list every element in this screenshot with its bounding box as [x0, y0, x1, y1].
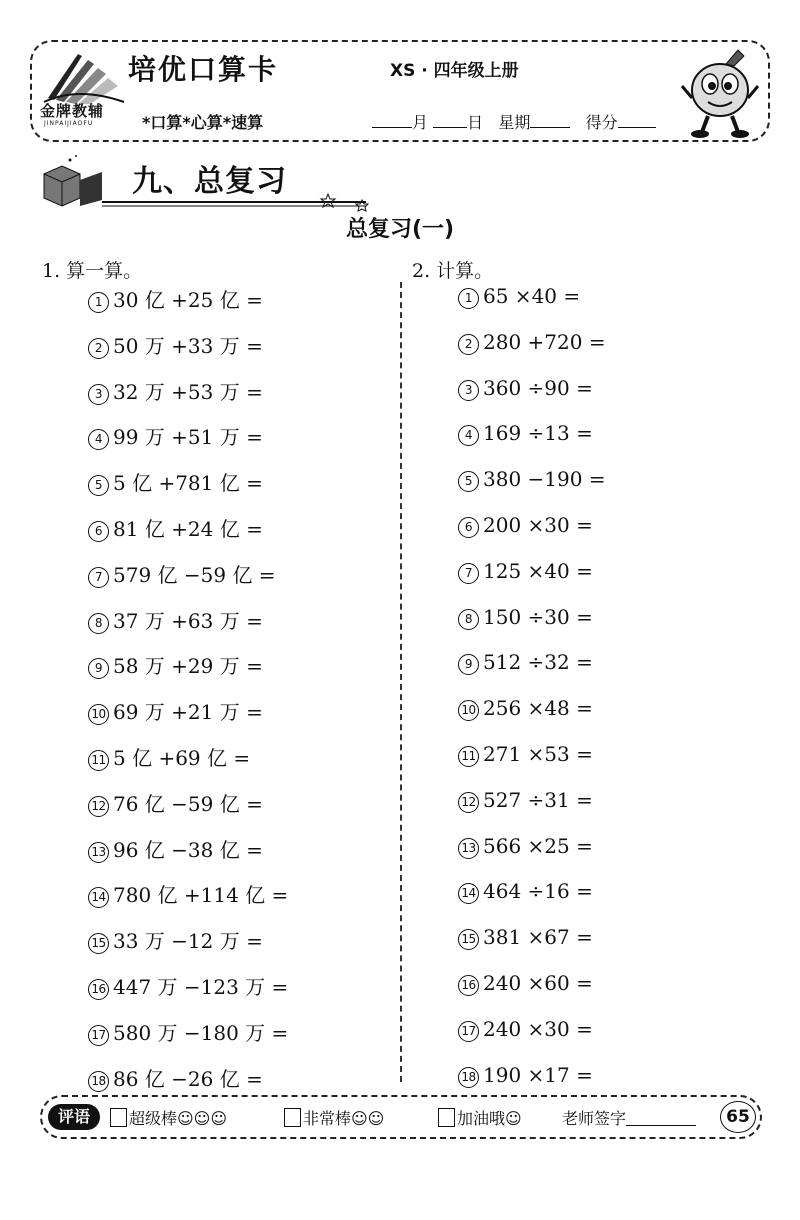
problem-item [458, 1017, 593, 1042]
problem-item [88, 925, 263, 954]
problem-item [88, 879, 288, 908]
checkbox-super[interactable] [110, 1108, 127, 1127]
problem-expression: 5 亿 +69 亿 = [113, 746, 251, 770]
problem-expression: 99 万 +51 万 = [113, 425, 263, 450]
problem-item [88, 376, 263, 405]
problem-expression: 96 亿 −38 亿 = [113, 837, 263, 862]
problem-expression: 86 亿 −26 亿 = [113, 1066, 263, 1091]
problem-number: 1 [458, 288, 479, 309]
problem-number: 17 [458, 1021, 479, 1042]
problem-expression: 150 ÷30 = [483, 604, 593, 629]
problem-expression: 69 万 +21 万 = [113, 700, 263, 725]
day-blank[interactable] [433, 113, 467, 128]
month-label: 月 [412, 113, 429, 132]
problem-number: 9 [88, 658, 109, 679]
problem-number: 1 [88, 292, 109, 313]
problem-item [88, 605, 263, 634]
teacher-signature-label: 老师签字 [562, 1109, 627, 1128]
problem-item [88, 1063, 263, 1092]
problem-number: 11 [88, 750, 109, 771]
problem-number: 16 [458, 975, 479, 996]
header-card [30, 40, 770, 142]
option-keep-going-label: 加油哦☺ [457, 1109, 522, 1128]
problem-expression: 527 ÷31 = [483, 787, 593, 812]
problem-number: 15 [88, 933, 109, 954]
problem-expression: 169 ÷13 = [483, 421, 593, 446]
problem-number: 12 [88, 796, 109, 817]
problem-item [458, 788, 593, 813]
book-stack-icon [38, 46, 128, 106]
option-keep-going[interactable] [438, 1106, 522, 1129]
weekday-blank[interactable] [530, 113, 570, 128]
problem-number: 4 [458, 425, 479, 446]
problem-expression: 125 ×40 = [483, 558, 593, 583]
problem-item [88, 421, 263, 450]
problem-item [88, 971, 288, 1000]
problem-item [88, 834, 263, 863]
grade-label: XS · 四年级上册 [390, 61, 519, 81]
score-label: 得分 [585, 113, 618, 132]
option-super[interactable] [110, 1106, 227, 1129]
brand-title: 培优口算卡 [128, 53, 279, 86]
problem-number: 5 [88, 475, 109, 496]
option-great[interactable] [284, 1106, 384, 1129]
problem-number: 3 [88, 384, 109, 405]
logo [38, 46, 134, 136]
problem-number: 14 [458, 883, 479, 904]
problem-item [88, 284, 263, 313]
problem-item [458, 284, 580, 309]
problem-expression: 50 万 +33 万 = [113, 333, 263, 358]
signature-line[interactable] [626, 1109, 696, 1126]
problem-expression: 58 万 +29 万 = [113, 654, 263, 679]
problem-item [88, 650, 263, 679]
problem-number: 18 [88, 1071, 109, 1092]
problem-expression: 381 ×67 = [483, 925, 593, 950]
problem-expression: 256 ×48 = [483, 696, 593, 721]
question-2-label: 2. 计算。 [412, 260, 494, 282]
option-super-label: 超级棒☺☺☺ [129, 1109, 228, 1128]
problem-expression: 76 亿 −59 亿 = [113, 791, 263, 816]
problem-expression: 32 万 +53 万 = [113, 379, 263, 404]
problem-number: 14 [88, 887, 109, 908]
problem-item [458, 834, 593, 859]
problem-item [88, 559, 276, 588]
problem-item [458, 421, 593, 446]
problem-expression: 190 ×17 = [483, 1062, 593, 1087]
problem-number: 6 [458, 517, 479, 538]
problem-number: 18 [458, 1067, 479, 1088]
problem-expression: 30 亿 +25 亿 = [113, 288, 263, 312]
problem-item [458, 1063, 593, 1088]
problem-expression: 81 亿 +24 亿 = [113, 517, 263, 541]
problem-number: 11 [458, 746, 479, 767]
page-subtitle: 总复习(一) [345, 217, 455, 242]
problem-item [88, 513, 263, 542]
problem-item [88, 788, 263, 817]
problem-number: 12 [458, 792, 479, 813]
problem-expression: 464 ÷16 = [483, 879, 593, 904]
problem-number: 9 [458, 654, 479, 675]
logo-subtext: JINPAIJIAOFU [44, 120, 94, 127]
problem-number: 4 [88, 429, 109, 450]
problem-item [458, 330, 606, 355]
problem-expression: 240 ×60 = [483, 971, 593, 995]
slogan: *口算*心算*速算 [142, 113, 264, 132]
problem-item [458, 605, 593, 630]
problem-expression: 780 亿 +114 亿 = [113, 883, 289, 908]
problem-expression: 37 万 +63 万 = [113, 608, 263, 633]
problem-item [88, 742, 250, 771]
problem-item [88, 1017, 288, 1046]
problem-expression: 33 万 −12 万 = [113, 929, 263, 954]
problem-expression: 200 ×30 = [483, 513, 593, 537]
problem-number: 17 [88, 1025, 109, 1046]
problem-number: 10 [458, 700, 479, 721]
problem-item [458, 559, 593, 584]
problem-expression: 580 万 −180 万 = [113, 1020, 289, 1045]
checkbox-great[interactable] [284, 1108, 301, 1127]
score-blank[interactable] [618, 113, 656, 128]
checkbox-keep-going[interactable] [438, 1108, 455, 1127]
question-1-label: 1. 算一算。 [42, 260, 143, 282]
comment-bar [40, 1095, 762, 1139]
problem-number: 2 [88, 338, 109, 359]
column-divider [400, 282, 402, 1082]
page-number: 65 [720, 1101, 756, 1133]
mascot-icon [678, 46, 762, 138]
problem-expression: 380 −190 = [483, 467, 606, 492]
problem-number: 8 [458, 609, 479, 630]
weekday-label: 星期 [498, 113, 531, 132]
problem-expression: 566 ×25 = [483, 833, 593, 858]
month-blank[interactable] [372, 113, 412, 128]
problem-expression: 5 亿 +781 亿 = [113, 471, 263, 496]
problem-expression: 512 ÷32 = [483, 650, 593, 675]
problem-number: 13 [458, 838, 479, 859]
problem-number: 10 [88, 704, 109, 725]
problem-item [458, 513, 593, 538]
problem-expression: 447 万 −123 万 = [113, 975, 289, 999]
section-title: 九、总复习 [132, 164, 287, 199]
problem-item [88, 467, 263, 496]
problem-item [458, 879, 593, 904]
logo-text: 金牌教辅 [40, 102, 105, 120]
problem-number: 16 [88, 979, 109, 1000]
date-score-line [372, 110, 656, 133]
problem-number: 7 [88, 567, 109, 588]
problem-item [458, 467, 606, 492]
problem-number: 8 [88, 613, 109, 634]
problem-expression: 280 +720 = [483, 329, 606, 354]
problem-expression: 579 亿 −59 亿 = [113, 562, 276, 587]
teacher-signature [562, 1106, 696, 1129]
problem-number: 6 [88, 521, 109, 542]
option-great-label: 非常棒☺☺ [303, 1109, 385, 1128]
problem-item [458, 650, 593, 675]
problem-number: 2 [458, 334, 479, 355]
problem-expression: 360 ÷90 = [483, 375, 593, 400]
problem-item [458, 742, 593, 767]
problem-item [88, 330, 263, 359]
problem-number: 15 [458, 929, 479, 950]
problem-number: 13 [88, 842, 109, 863]
problem-expression: 240 ×30 = [483, 1016, 593, 1041]
problem-expression: 65 ×40 = [483, 284, 581, 308]
problem-item [458, 376, 593, 401]
problem-number: 3 [458, 380, 479, 401]
problem-item [458, 971, 593, 996]
problem-item [458, 925, 593, 950]
problem-number: 5 [458, 471, 479, 492]
problem-number: 7 [458, 563, 479, 584]
problem-item [88, 696, 263, 725]
day-label: 日 [467, 113, 484, 132]
comment-badge: 评语 [48, 1104, 100, 1130]
problem-item [458, 696, 593, 721]
section-heading [40, 154, 380, 214]
problem-expression: 271 ×53 = [483, 742, 593, 766]
